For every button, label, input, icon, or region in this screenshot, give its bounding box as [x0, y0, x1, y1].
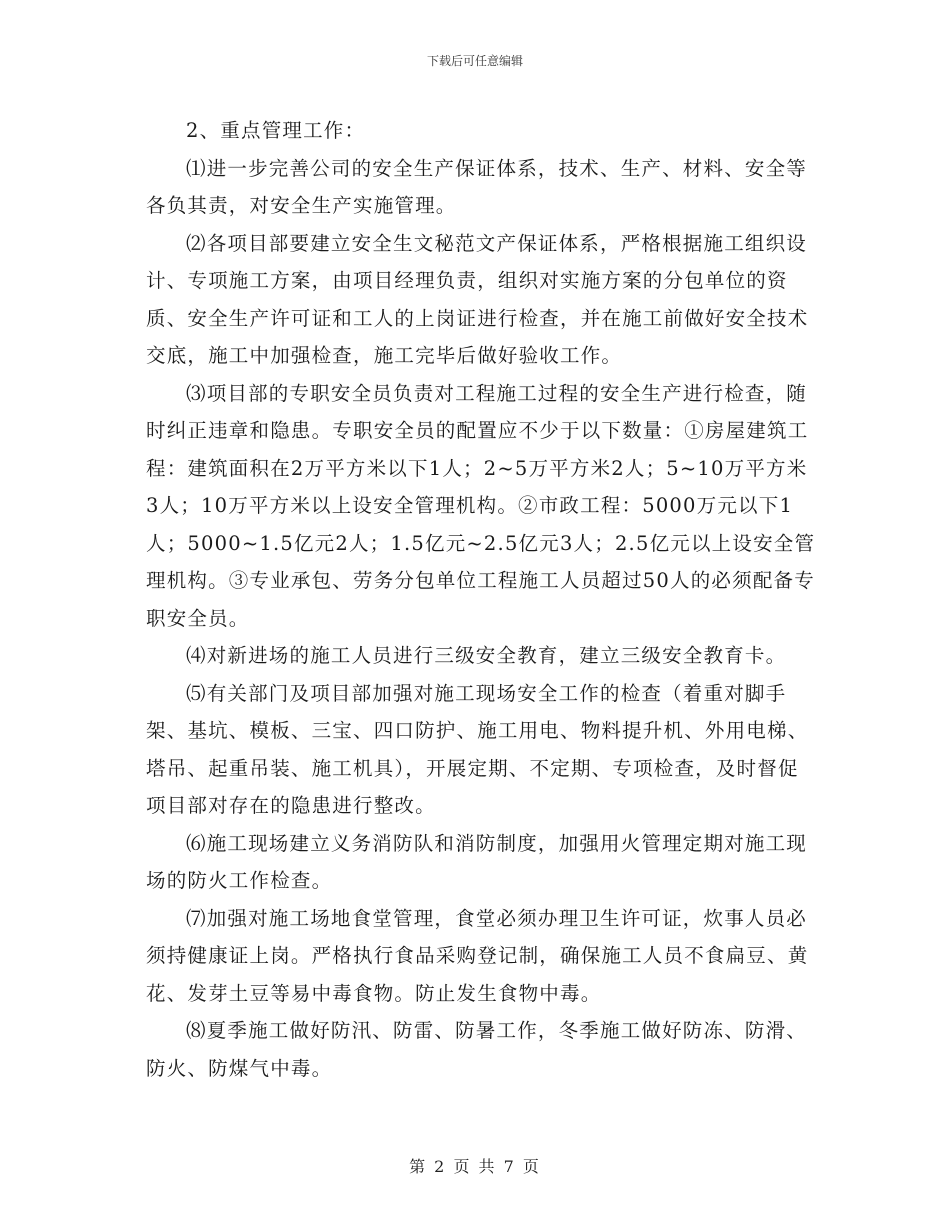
page-header: 下载后可任意编辑: [426, 54, 523, 68]
paragraph-item-6: ⑹施工现场建立义务消防队和消防制度，加强用火管理定期对施工现场的防火工作检查。: [146, 831, 808, 892]
section-heading: 2、重点管理工作：: [186, 119, 366, 142]
page-number: 第 2 页 共 7 页: [409, 1157, 541, 1176]
document-body: [146, 112, 816, 1087]
paragraph-item-5: ⑸有关部门及项目部加强对施工现场安全工作的检查（着重对脚手架、基坑、模板、三宝、四口防护、施工用电、物料提升机、外用电梯、塔吊、起重吊装、施工机具），开展定期、不定期、专项检查，及时督促项目部对存在的隐患进行整改。: [146, 681, 809, 817]
paragraph-item-2: ⑵各项目部要建立安全生文秘范文产保证体系，严格根据施工组织设计、专项施工方案，由项目经理负责，组织对实施方案的分包单位的资质、安全生产许可证和工人的上岗证进行检查，并在施工前做好安全技术交底，施工中加强检查，施工完毕后做好验收工作。: [146, 231, 809, 367]
paragraph-item-7: ⑺加强对施工场地食堂管理，食堂必须办理卫生许可证，炊事人员必须持健康证上岗。严格执行食品采购登记制，确保施工人员不食扁豆、黄花、发芽土豆等易中毒食物。防止发生食物中毒。: [146, 906, 809, 1005]
paragraph-item-1: ⑴进一步完善公司的安全生产保证体系，技术、生产、材料、安全等各负其责，对安全生产实施管理。: [146, 156, 808, 217]
paragraph-item-4: ⑷对新进场的施工人员进行三级安全教育，建立三级安全教育卡。: [186, 644, 787, 667]
paragraph-item-3: ⑶项目部的专职安全员负责对工程施工过程的安全生产进行检查，随时纠正违章和隐患。专职安全员的配置应不少于以下数量：①房屋建筑工程：建筑面积在2万平方米以下1人；2~5万平方米2人；5~10万平方米3人；10万平方米以上设安全管理机构。②市政工程：5000万元以下1人；5000~1.5亿元2人；1.5亿元~2.5亿元3人；2.5亿元以上设安全管理机构。③专业承包、劳务分包单位工程施工人员超过50人的必须配备专职安全员。: [146, 381, 816, 630]
paragraph-item-8: ⑻夏季施工做好防汛、防雷、防暑工作，冬季施工做好防冻、防滑、防火、防煤气中毒。: [146, 1019, 808, 1080]
